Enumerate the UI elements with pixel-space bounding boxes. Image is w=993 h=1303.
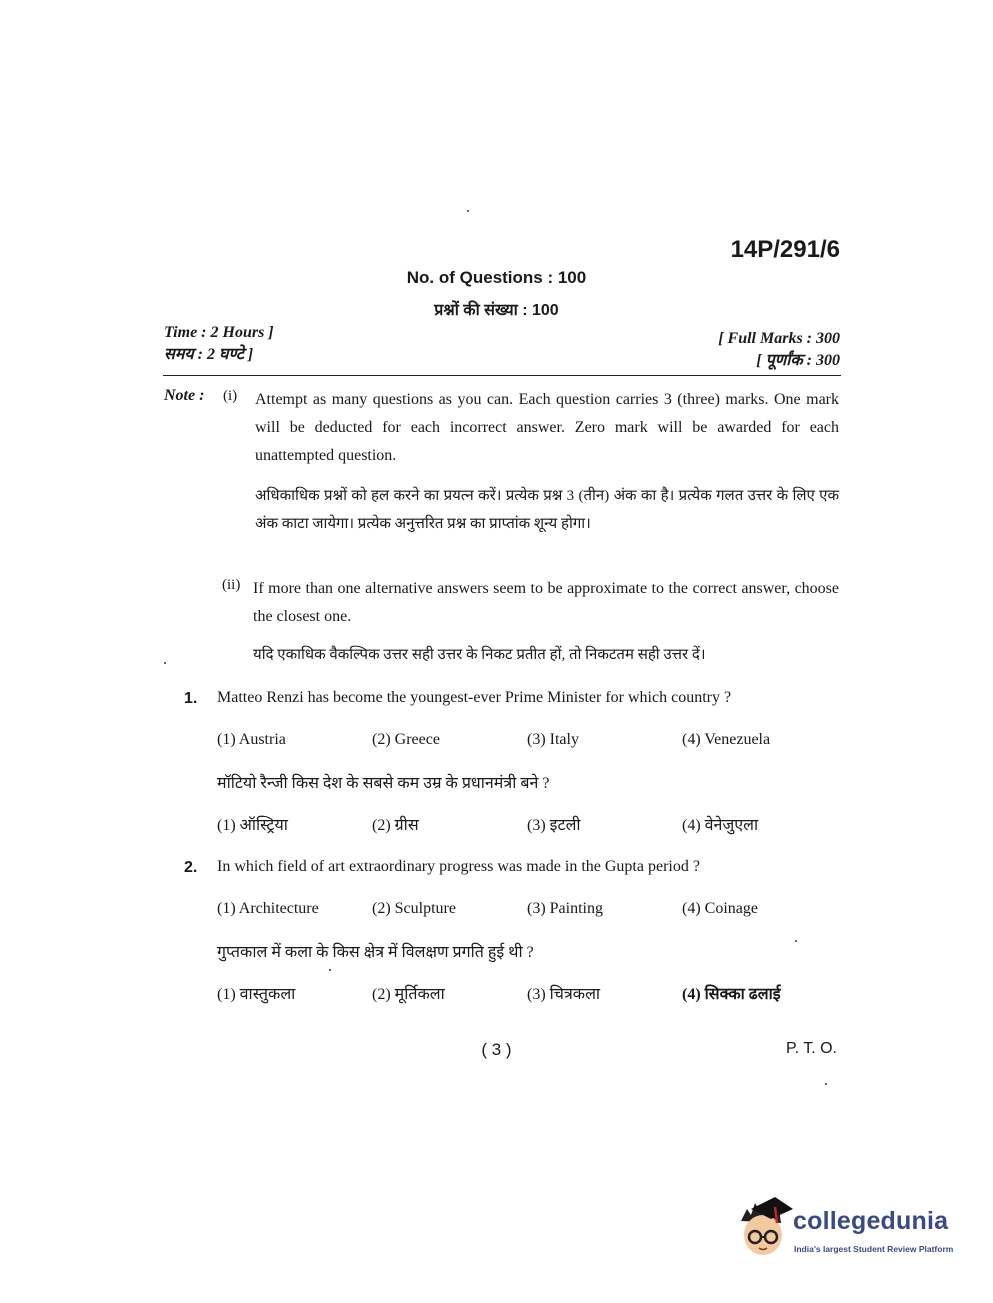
time-hi: समय : 2 घण्टे ]: [164, 346, 254, 363]
scan-speck: [795, 940, 797, 942]
collegedunia-tagline: India's largest Student Review Platform: [794, 1244, 954, 1254]
full-marks-hi: [ पूर्णांक : 300: [756, 352, 840, 369]
note-item2-en: If more than one alternative answers seem to be approximate to the correct answer, choose the closest one.: [253, 580, 839, 625]
question-1-text-en: Matteo Renzi has become the youngest-ever Prime Minister for which country ?: [217, 689, 732, 706]
question-2-text-en: In which field of art extraordinary progress was made in the Gupta period ?: [217, 858, 700, 875]
question-1-options-en: [217, 731, 837, 749]
question-1-text-hi: मॉटियो रैन्जी किस देश के सबसे कम उम्र के प्रधानमंत्री बने ?: [217, 775, 550, 792]
full-marks-en: [ Full Marks : 300: [718, 330, 840, 347]
marks-block: [718, 328, 840, 372]
time-en: Time : 2 Hours ]: [164, 324, 274, 341]
paper-code: 14P/291/6: [730, 236, 840, 263]
q2-option-3-en: (3) Painting: [527, 900, 603, 917]
q2-option-4-en: (4) Coinage: [682, 900, 758, 917]
q1-option-2-en: (2) Greece: [372, 731, 440, 748]
time-block: [164, 322, 274, 366]
q1-option-1-en: (1) Austria: [217, 731, 286, 748]
question-2-options-en: [217, 900, 837, 918]
note-item1-number: (i): [223, 388, 238, 404]
note-item1-en: Attempt as many questions as you can. Each question carries 3 (three) marks. One mark will be deducted for each incorrect answer. Zero mark will be awarded for each unattempted question.: [255, 391, 839, 464]
question-1-options-hi: [217, 813, 837, 835]
scan-speck: [467, 210, 469, 212]
note-item1-hi: अधिकाधिक प्रश्नों को हल करने का प्रयत्न करें। प्रत्येक प्रश्न 3 (तीन) अंक का है। प्रत्येक गलत उत्तर के लिए एक अंक काटा जायेगा। प्रत्येक अनुत्तरित प्रश्न का प्राप्तांक शून्य होगा।: [255, 488, 839, 532]
q1-option-3-hi: (3) इटली: [527, 817, 581, 834]
pto-label: P. T. O.: [786, 1040, 837, 1057]
q2-option-1-en: (1) Architecture: [217, 900, 319, 917]
q2-option-4-hi: (4) सिक्का ढलाई: [682, 986, 781, 1003]
note-label: Note :: [164, 387, 205, 404]
q2-option-1-hi: (1) वास्तुकला: [217, 986, 296, 1003]
q1-option-3-en: (3) Italy: [527, 731, 579, 748]
question-count-hi: प्रश्नों की संख्या : 100: [434, 302, 559, 319]
q1-option-4-hi: (4) वेनेजुएला: [682, 817, 759, 834]
collegedunia-brand: collegedunia: [793, 1207, 949, 1235]
scan-speck: [825, 1083, 827, 1085]
scan-speck: [329, 969, 331, 971]
question-2-number: 2.: [184, 859, 198, 876]
q2-option-3-hi: (3) चित्रकला: [527, 986, 601, 1003]
q2-option-2-hi: (2) मूर्तिकला: [372, 986, 445, 1003]
question-2-text-hi: गुप्तकाल में कला के किस क्षेत्र में विलक्षण प्रगति हुई थी ?: [217, 944, 534, 961]
scan-speck: [164, 662, 166, 664]
note-item2-number: (ii): [222, 577, 241, 593]
q1-option-1-hi: (1) ऑस्ट्रिया: [217, 817, 288, 834]
q1-option-4-en: (4) Venezuela: [682, 731, 771, 748]
note-item2-hi: यदि एकाधिक वैकल्पिक उत्तर सही उत्तर के निकट प्रतीत हों, तो निकटतम सही उत्तर दें।: [253, 647, 706, 663]
question-1-number: 1.: [184, 690, 198, 707]
header-divider: [163, 375, 841, 376]
q2-option-2-en: (2) Sculpture: [372, 900, 456, 917]
page-number: ( 3 ): [481, 1040, 512, 1059]
question-2-options-hi: [217, 982, 837, 1004]
question-count-en: No. of Questions : 100: [406, 268, 587, 287]
q1-option-2-hi: (2) ग्रीस: [372, 817, 419, 834]
